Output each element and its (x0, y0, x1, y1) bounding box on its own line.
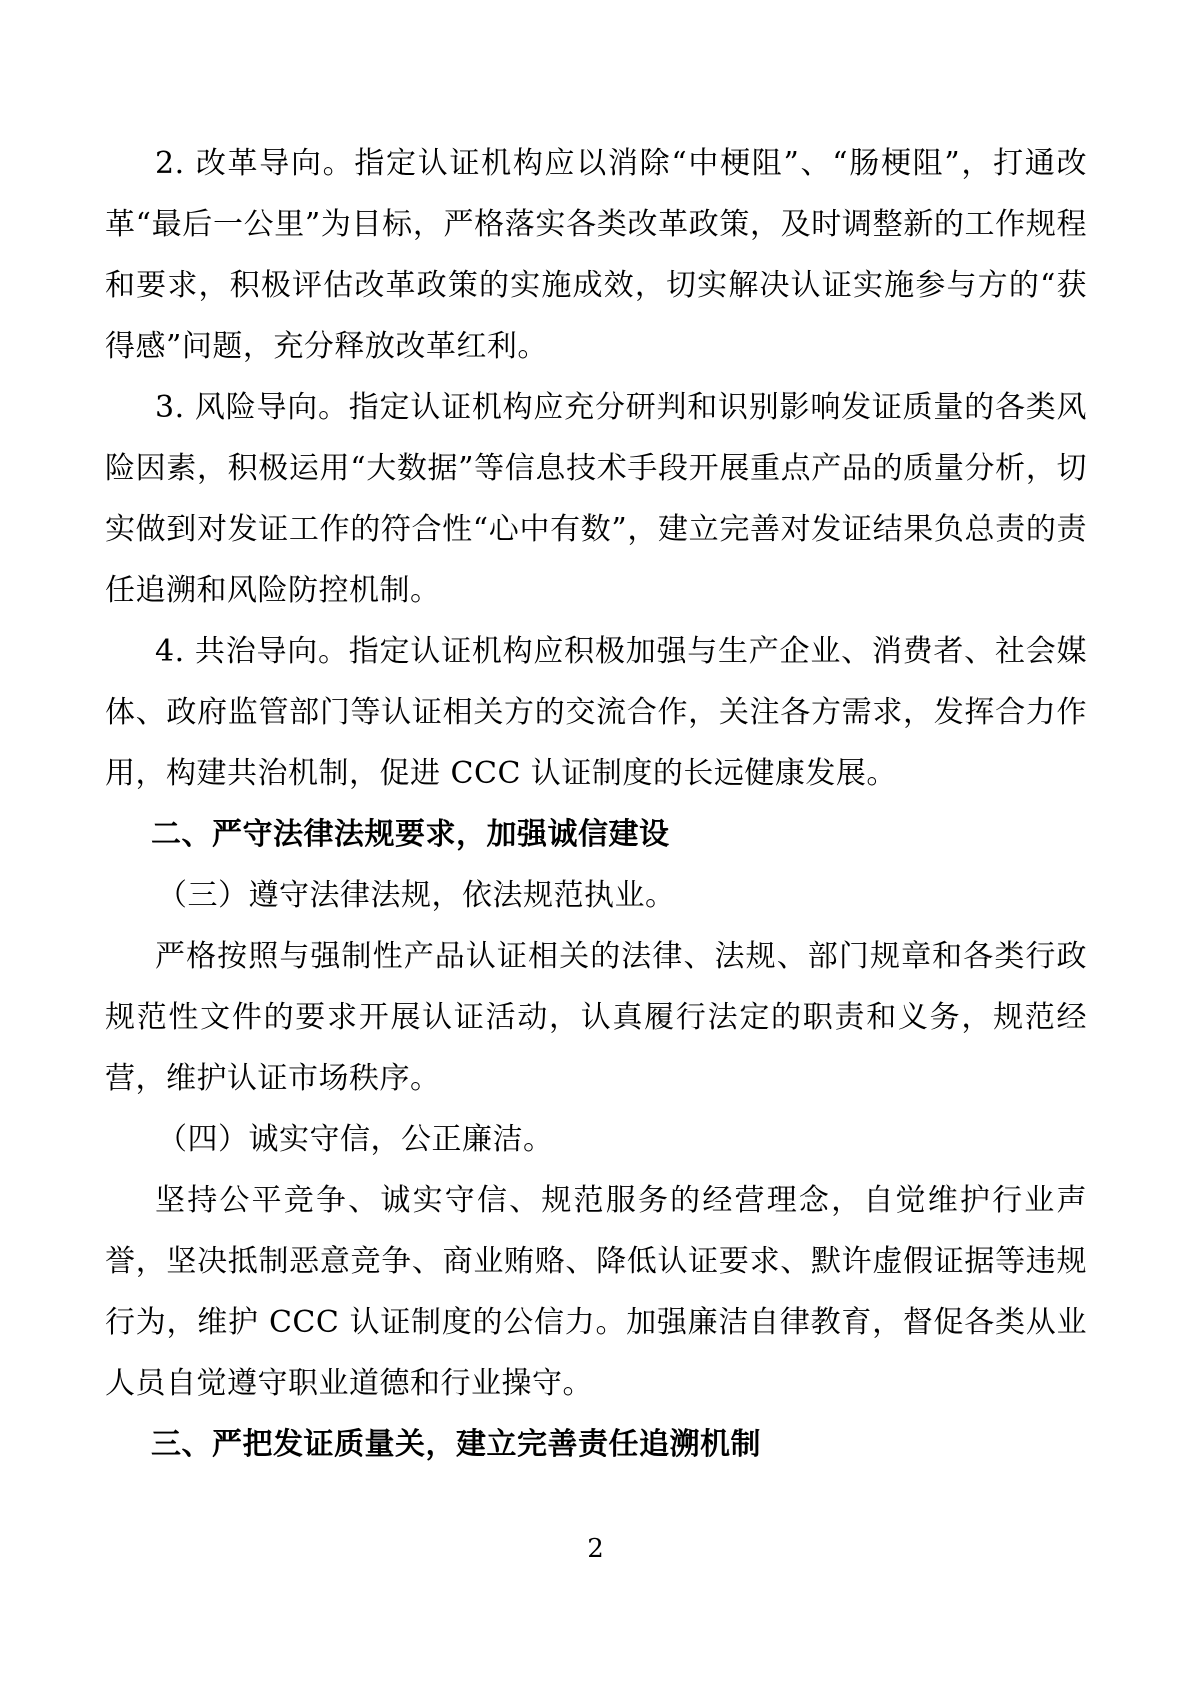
paragraph-cogovernance-orientation: 4. 共治导向。指定认证机构应积极加强与生产企业、消费者、社会媒体、政府监管部门等认证相关方的交流合作，关注各方需求，发挥合力作用，构建共治机制，促进 CCC 认证制度的长远健康发展。 (105, 634, 1087, 791)
paragraph-reform-orientation: 2. 改革导向。指定认证机构应以消除“中梗阻”、“肠梗阻”，打通改革“最后一公里”为目标，严格落实各类改革政策，及时调整新的工作规程和要求，积极评估改革政策的实施成效，切实解决认证实施参与方的“获得感”问题，充分释放改革红利。 (105, 146, 1087, 364)
paragraph-risk-orientation: 3. 风险导向。指定认证机构应充分研判和识别影响发证质量的各类风险因素，积极运用“大数据”等信息技术手段开展重点产品的质量分析，切实做到对发证工作的符合性“心中有数”，建立完善对发证结果负总责的责任追溯和风险防控机制。 (105, 390, 1087, 608)
document-body (105, 133, 1087, 1475)
paragraph-integrity: 坚持公平竞争、诚实守信、规范服务的经营理念，自觉维护行业声誉，坚决抵制恶意竞争、商业贿赂、降低认证要求、默许虚假证据等违规行为，维护 CCC 认证制度的公信力。加强廉洁自律教育，督促各类从业人员自觉遵守职业道德和行业操守。 (105, 1183, 1087, 1401)
page-number: 2 (587, 1534, 604, 1564)
heading-subsection-four: （四）诚实守信，公正廉洁。 (157, 1122, 554, 1157)
paragraph-comply-laws: 严格按照与强制性产品认证相关的法律、法规、部门规章和各类行政规范性文件的要求开展认证活动，认真履行法定的职责和义务，规范经营，维护认证市场秩序。 (105, 939, 1087, 1096)
heading-subsection-three: （三）遵守法律法规，依法规范执业。 (157, 878, 676, 913)
heading-section-two: 二、严守法律法规要求，加强诚信建设 (151, 817, 670, 852)
heading-section-three: 三、严把发证质量关，建立完善责任追溯机制 (151, 1427, 761, 1462)
